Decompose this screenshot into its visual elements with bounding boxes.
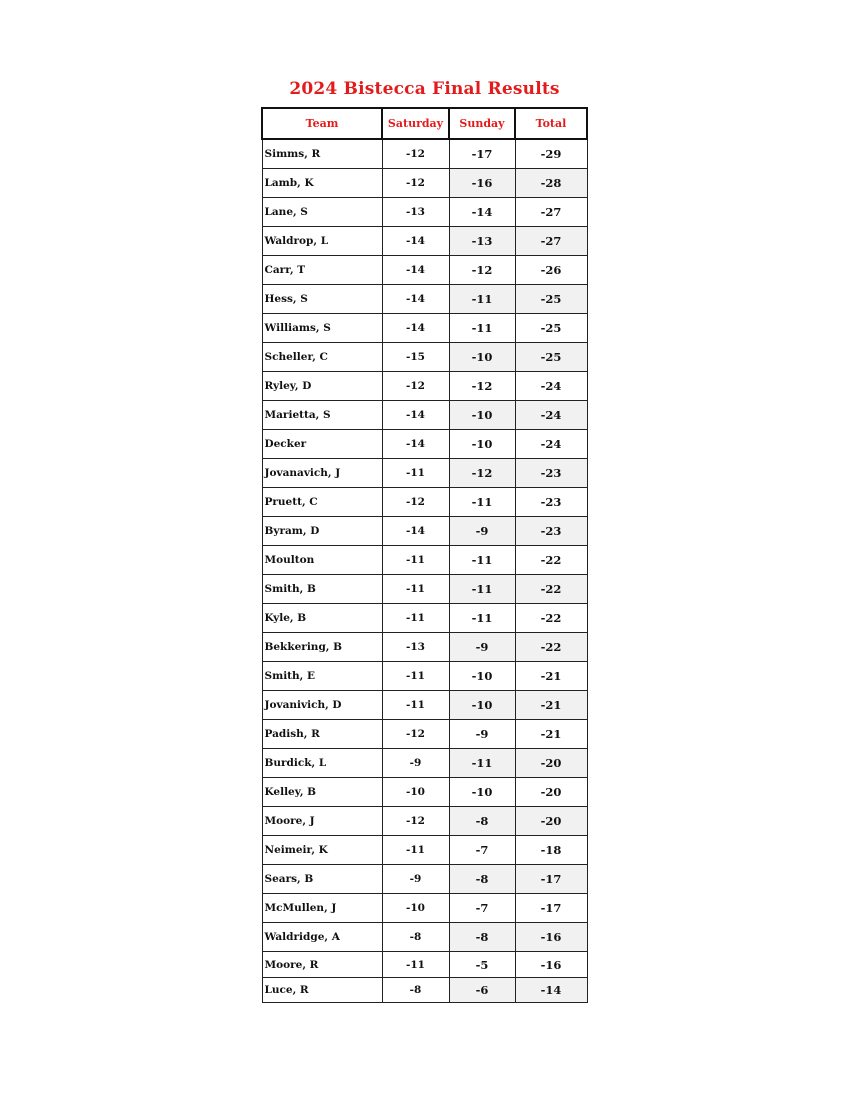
saturday-cell: -13	[382, 198, 449, 227]
saturday-cell: -12	[382, 139, 449, 169]
team-cell: Jovanavich, J	[262, 459, 382, 488]
saturday-cell: -10	[382, 894, 449, 923]
table-row	[262, 488, 587, 517]
table-row	[262, 285, 587, 314]
table-row	[262, 546, 587, 575]
total-cell: -23	[515, 488, 587, 517]
saturday-cell: -11	[382, 836, 449, 865]
results-table	[261, 107, 588, 1003]
sunday-cell: -12	[449, 372, 515, 401]
team-cell: Lamb, K	[262, 169, 382, 198]
total-cell: -16	[515, 923, 587, 952]
table-row	[262, 923, 587, 952]
sunday-cell: -10	[449, 401, 515, 430]
total-cell: -16	[515, 952, 587, 978]
saturday-cell: -11	[382, 604, 449, 633]
saturday-cell: -12	[382, 807, 449, 836]
table-row	[262, 227, 587, 256]
team-cell: Marietta, S	[262, 401, 382, 430]
total-cell: -25	[515, 314, 587, 343]
saturday-cell: -13	[382, 633, 449, 662]
team-cell: Ryley, D	[262, 372, 382, 401]
total-cell: -24	[515, 430, 587, 459]
table-row	[262, 633, 587, 662]
sunday-cell: -9	[449, 517, 515, 546]
sunday-cell: -11	[449, 546, 515, 575]
saturday-cell: -14	[382, 285, 449, 314]
header-team: Team	[262, 108, 382, 139]
sunday-cell: -7	[449, 836, 515, 865]
sunday-cell: -11	[449, 488, 515, 517]
table-row	[262, 807, 587, 836]
saturday-cell: -11	[382, 662, 449, 691]
sunday-cell: -11	[449, 575, 515, 604]
total-cell: -17	[515, 894, 587, 923]
team-cell: Waldrop, L	[262, 227, 382, 256]
saturday-cell: -15	[382, 343, 449, 372]
sunday-cell: -10	[449, 343, 515, 372]
total-cell: -24	[515, 401, 587, 430]
team-cell: Burdick, L	[262, 749, 382, 778]
table-row	[262, 139, 587, 169]
team-cell: Waldridge, A	[262, 923, 382, 952]
sunday-cell: -6	[449, 978, 515, 1003]
total-cell: -23	[515, 459, 587, 488]
total-cell: -17	[515, 865, 587, 894]
team-cell: Moulton	[262, 546, 382, 575]
saturday-cell: -14	[382, 314, 449, 343]
header-total: Total	[515, 108, 587, 139]
total-cell: -27	[515, 198, 587, 227]
team-cell: Simms, R	[262, 139, 382, 169]
team-cell: Moore, R	[262, 952, 382, 978]
table-row	[262, 256, 587, 285]
team-cell: Kyle, B	[262, 604, 382, 633]
team-cell: Lane, S	[262, 198, 382, 227]
total-cell: -22	[515, 546, 587, 575]
saturday-cell: -9	[382, 865, 449, 894]
team-cell: Williams, S	[262, 314, 382, 343]
page-title: 2024 Bistecca Final Results	[289, 79, 560, 99]
team-cell: Padish, R	[262, 720, 382, 749]
table-row	[262, 314, 587, 343]
sunday-cell: -8	[449, 807, 515, 836]
team-cell: Scheller, C	[262, 343, 382, 372]
saturday-cell: -11	[382, 691, 449, 720]
team-cell: Kelley, B	[262, 778, 382, 807]
total-cell: -20	[515, 778, 587, 807]
total-cell: -21	[515, 662, 587, 691]
saturday-cell: -14	[382, 227, 449, 256]
saturday-cell: -14	[382, 517, 449, 546]
table-row	[262, 575, 587, 604]
saturday-cell: -12	[382, 720, 449, 749]
team-cell: Decker	[262, 430, 382, 459]
sunday-cell: -14	[449, 198, 515, 227]
team-cell: Bekkering, B	[262, 633, 382, 662]
table-row	[262, 459, 587, 488]
sunday-cell: -7	[449, 894, 515, 923]
saturday-cell: -11	[382, 459, 449, 488]
total-cell: -29	[515, 139, 587, 169]
table-row	[262, 865, 587, 894]
sunday-cell: -8	[449, 923, 515, 952]
table-row	[262, 198, 587, 227]
sunday-cell: -16	[449, 169, 515, 198]
table-row	[262, 401, 587, 430]
saturday-cell: -12	[382, 488, 449, 517]
table-header-row	[262, 108, 587, 139]
table-row	[262, 836, 587, 865]
saturday-cell: -10	[382, 778, 449, 807]
total-cell: -21	[515, 720, 587, 749]
total-cell: -14	[515, 978, 587, 1003]
sunday-cell: -12	[449, 459, 515, 488]
total-cell: -26	[515, 256, 587, 285]
sunday-cell: -9	[449, 720, 515, 749]
table-row	[262, 517, 587, 546]
total-cell: -22	[515, 575, 587, 604]
sunday-cell: -12	[449, 256, 515, 285]
team-cell: McMullen, J	[262, 894, 382, 923]
table-row	[262, 343, 587, 372]
team-cell: Carr, T	[262, 256, 382, 285]
table-row	[262, 604, 587, 633]
table-row	[262, 691, 587, 720]
team-cell: Smith, B	[262, 575, 382, 604]
sunday-cell: -11	[449, 314, 515, 343]
table-row	[262, 952, 587, 978]
saturday-cell: -14	[382, 430, 449, 459]
saturday-cell: -12	[382, 169, 449, 198]
sunday-cell: -17	[449, 139, 515, 169]
sunday-cell: -10	[449, 662, 515, 691]
total-cell: -22	[515, 633, 587, 662]
saturday-cell: -11	[382, 575, 449, 604]
team-cell: Sears, B	[262, 865, 382, 894]
team-cell: Jovanivich, D	[262, 691, 382, 720]
table-row	[262, 894, 587, 923]
sunday-cell: -5	[449, 952, 515, 978]
team-cell: Moore, J	[262, 807, 382, 836]
sunday-cell: -8	[449, 865, 515, 894]
sunday-cell: -13	[449, 227, 515, 256]
team-cell: Smith, E	[262, 662, 382, 691]
table-row	[262, 720, 587, 749]
table-row	[262, 662, 587, 691]
sunday-cell: -11	[449, 604, 515, 633]
saturday-cell: -11	[382, 952, 449, 978]
sunday-cell: -10	[449, 430, 515, 459]
saturday-cell: -8	[382, 978, 449, 1003]
team-cell: Neimeir, K	[262, 836, 382, 865]
total-cell: -21	[515, 691, 587, 720]
total-cell: -27	[515, 227, 587, 256]
sunday-cell: -10	[449, 778, 515, 807]
total-cell: -18	[515, 836, 587, 865]
saturday-cell: -11	[382, 546, 449, 575]
sunday-cell: -9	[449, 633, 515, 662]
team-cell: Byram, D	[262, 517, 382, 546]
table-row	[262, 749, 587, 778]
table-row	[262, 372, 587, 401]
table-row	[262, 169, 587, 198]
saturday-cell: -12	[382, 372, 449, 401]
header-saturday: Saturday	[382, 108, 449, 139]
saturday-cell: -14	[382, 256, 449, 285]
sunday-cell: -11	[449, 285, 515, 314]
saturday-cell: -8	[382, 923, 449, 952]
sunday-cell: -10	[449, 691, 515, 720]
total-cell: -20	[515, 749, 587, 778]
table-row	[262, 778, 587, 807]
total-cell: -24	[515, 372, 587, 401]
header-sunday: Sunday	[449, 108, 515, 139]
total-cell: -23	[515, 517, 587, 546]
total-cell: -22	[515, 604, 587, 633]
team-cell: Luce, R	[262, 978, 382, 1003]
total-cell: -25	[515, 285, 587, 314]
table-body	[262, 139, 587, 1003]
total-cell: -20	[515, 807, 587, 836]
table-row	[262, 430, 587, 459]
total-cell: -28	[515, 169, 587, 198]
sunday-cell: -11	[449, 749, 515, 778]
saturday-cell: -9	[382, 749, 449, 778]
team-cell: Hess, S	[262, 285, 382, 314]
total-cell: -25	[515, 343, 587, 372]
saturday-cell: -14	[382, 401, 449, 430]
table-row	[262, 978, 587, 1003]
team-cell: Pruett, C	[262, 488, 382, 517]
